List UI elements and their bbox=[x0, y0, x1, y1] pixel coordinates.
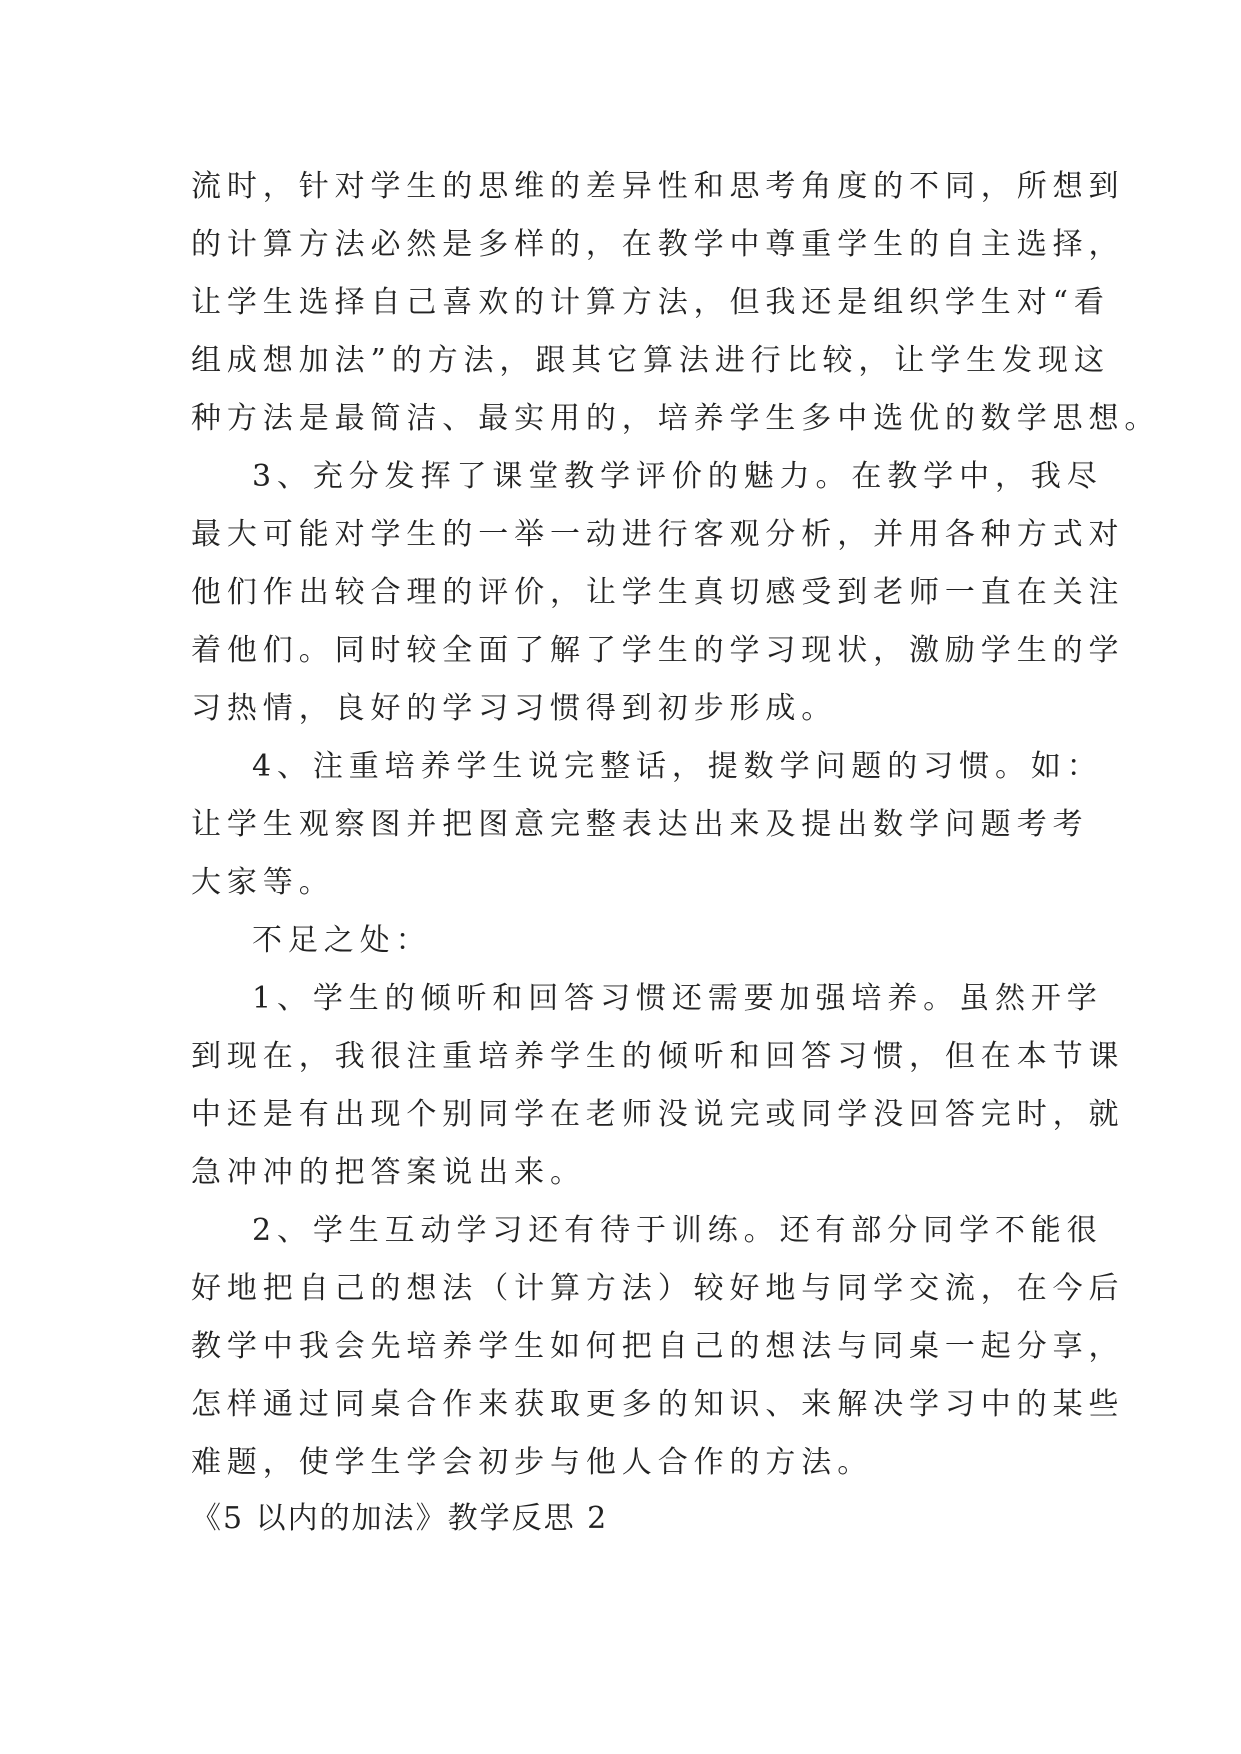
body-line: 教学中我会先培养学生如何把自己的想法与同桌一起分享， bbox=[191, 1329, 1125, 1364]
body-line: 怎样通过同桌合作来获取更多的知识、来解决学习中的某些 bbox=[191, 1387, 1125, 1422]
paragraph-4-first-line: 4、注重培养学生说完整话，提数学问题的习惯。如： bbox=[252, 749, 1103, 784]
shortcoming-1-first-line: 1、学生的倾听和回答习惯还需要加强培养。虽然开学 bbox=[252, 981, 1103, 1016]
body-line: 习热情，良好的学习习惯得到初步形成。 bbox=[191, 691, 838, 726]
body-line: 大家等。 bbox=[191, 865, 335, 900]
body-line: 让学生选择自己喜欢的计算方法，但我还是组织学生对“看 bbox=[191, 285, 1110, 320]
body-line: 到现在，我很注重培养学生的倾听和回答习惯，但在本节课 bbox=[191, 1039, 1125, 1074]
body-line: 种方法是最简洁、最实用的，培养学生多中选优的数学思想。 bbox=[191, 401, 1161, 436]
body-line: 的计算方法必然是多样的，在教学中尊重学生的自主选择， bbox=[191, 227, 1125, 262]
body-line: 急冲冲的把答案说出来。 bbox=[191, 1155, 586, 1190]
body-line: 流时，针对学生的思维的差异性和思考角度的不同，所想到 bbox=[191, 169, 1125, 204]
body-line: 他们作出较合理的评价，让学生真切感受到老师一直在关注 bbox=[191, 575, 1125, 610]
section-title: 《5 以内的加法》教学反思 2 bbox=[191, 1501, 609, 1536]
body-line: 难题，使学生学会初步与他人合作的方法。 bbox=[191, 1445, 874, 1480]
body-line: 让学生观察图并把图意完整表达出来及提出数学问题考考 bbox=[191, 807, 1089, 842]
paragraph-3-first-line: 3、充分发挥了课堂教学评价的魅力。在教学中，我尽 bbox=[252, 459, 1103, 494]
body-line: 最大可能对学生的一举一动进行客观分析，并用各种方式对 bbox=[191, 517, 1125, 552]
shortcomings-heading: 不足之处： bbox=[252, 923, 432, 958]
shortcoming-2-first-line: 2、学生互动学习还有待于训练。还有部分同学不能很 bbox=[252, 1213, 1103, 1248]
body-line: 好地把自己的想法（计算方法）较好地与同学交流，在今后 bbox=[191, 1271, 1125, 1306]
body-line: 着他们。同时较全面了解了学生的学习现状，激励学生的学 bbox=[191, 633, 1125, 668]
body-line: 组成想加法”的方法，跟其它算法进行比较，让学生发现这 bbox=[191, 343, 1110, 378]
body-line: 中还是有出现个别同学在老师没说完或同学没回答完时，就 bbox=[191, 1097, 1125, 1132]
